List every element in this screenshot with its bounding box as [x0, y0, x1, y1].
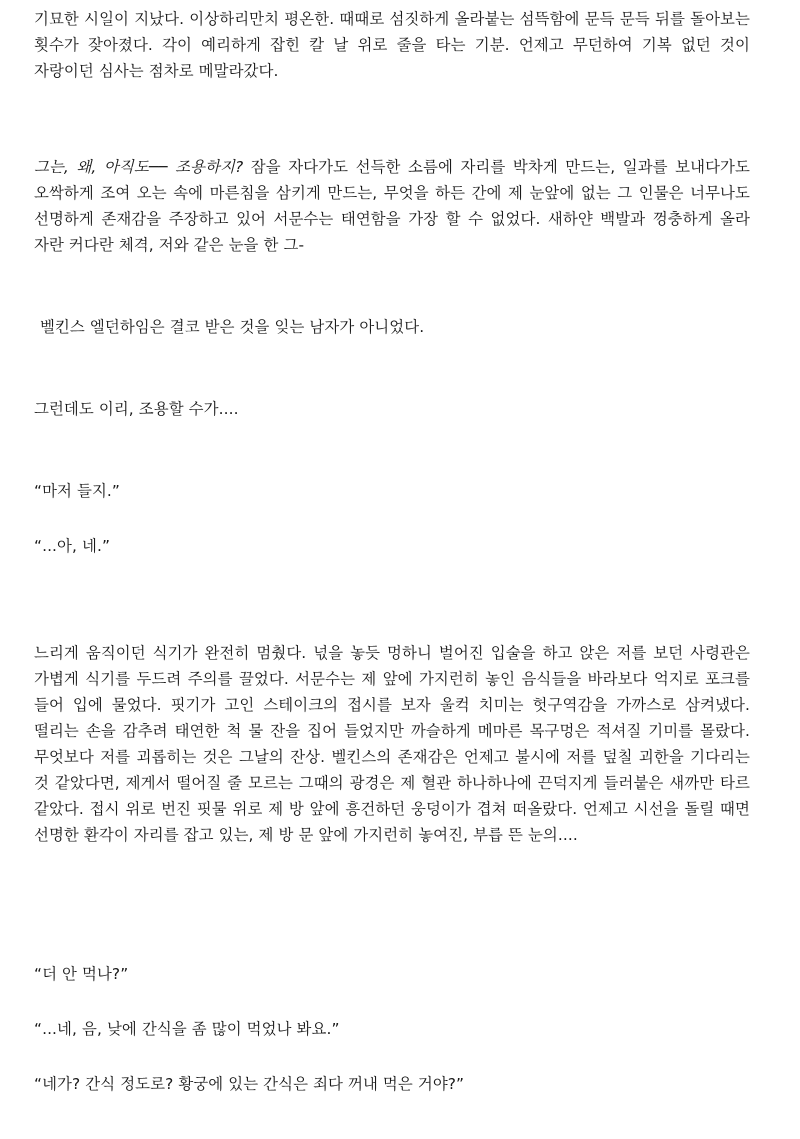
paragraph-dinner-scene [34, 640, 750, 848]
dialogue-line [34, 478, 750, 504]
dialogue-line [34, 533, 750, 559]
paragraph-text: “...아, 네.” [34, 537, 111, 555]
paragraph-text: “더 안 먹나?” [34, 965, 129, 983]
paragraph-text: 벨킨스 엘던하임은 결코 받은 것을 잊는 남자가 아니었다. [40, 318, 425, 336]
paragraph-text: 기묘한 시일이 지났다. 이상하리만치 평온한. 때때로 섬짓하게 올라붙는 섬뜩함에 문득 문득 뒤를 돌아보는 횟수가 잦아졌다. 각이 예리하게 잡힌 칼 날 위로 줄을 타는 기분. 언제고 무던하여 기복 없던 것이 자랑이던 심사는 점차로 메말라갔다. [34, 10, 750, 80]
paragraph-so-quiet [34, 396, 750, 422]
paragraph-text: “...네, 음, 낮에 간식을 좀 많이 먹었나 봐요.” [34, 1020, 340, 1038]
paragraph-strange-days [34, 6, 750, 84]
paragraph-text: “네가? 간식 정도로? 황궁에 있는 간식은 죄다 꺼내 먹은 거야?” [34, 1075, 465, 1093]
paragraph-why-so-quiet [34, 154, 750, 258]
paragraph-text: 느리게 움직이던 식기가 완전히 멈췄다. 넋을 놓듯 멍하니 벌어진 입술을 하고 앉은 저를 보던 사령관은 가볍게 식기를 두드려 주의를 끌었다. 서문수는 제 앞에 가지런히 놓인 음식들을 바라보다 억지로 포크를 들어 입에 물었다. 핏기가 고인 스테이크의 접시를 보자 울컥 치미는 헛구역감을 가까스로 삼켜냈다. 떨리는 손을 감추려 태연한 척 물 잔을 집어 들었지만 까슬하게 메마른 목구멍은 적셔질 기미를 몰랐다. 무엇보다 저를 괴롭히는 것은 그날의 잔상. 벨킨스의 존재감은 언제고 불시에 저를 덮칠 괴한을 기다리는 것 같았다면, 제게서 떨어질 줄 모르는 그때의 광경은 제 혈관 하나하나에 끈덕지게 들러붙은 새까만 타르 같았다. 접시 위로 번진 핏물 위로 제 방 앞에 흥건하던 웅덩이가 겹쳐 떠올랐다. 언제고 시선을 돌릴 때면 선명한 환각이 자리를 잡고 있는, 제 방 문 앞에 가지런히 놓여진, 부릅 뜬 눈의.... [34, 644, 750, 844]
paragraph-text: “마저 들지.” [34, 482, 121, 500]
paragraph-text: 잠을 자다가도 선득한 소름에 자리를 박차게 만드는, 일과를 보내다가도 오싹하게 조여 오는 속에 마른침을 삼키게 만드는, 무엇을 하든 간에 제 눈앞에 없는 그 인물은 너무나도 선명하게 존재감을 주장하고 있어 서문수는 태연함을 가장 할 수 없었다. 새하얀 백발과 껑충하게 올라 자란 커다란 체격, 저와 같은 눈을 한 그- [34, 158, 750, 254]
paragraph-italic-thought: 그는, 왜, 아직도── 조용하지? [34, 158, 244, 176]
dialogue-line [34, 1071, 750, 1097]
paragraph-text: 그런데도 이리, 조용할 수가.... [34, 400, 239, 418]
dialogue-line [34, 1016, 750, 1042]
dialogue-line [34, 961, 750, 987]
paragraph-belkins [40, 314, 756, 340]
